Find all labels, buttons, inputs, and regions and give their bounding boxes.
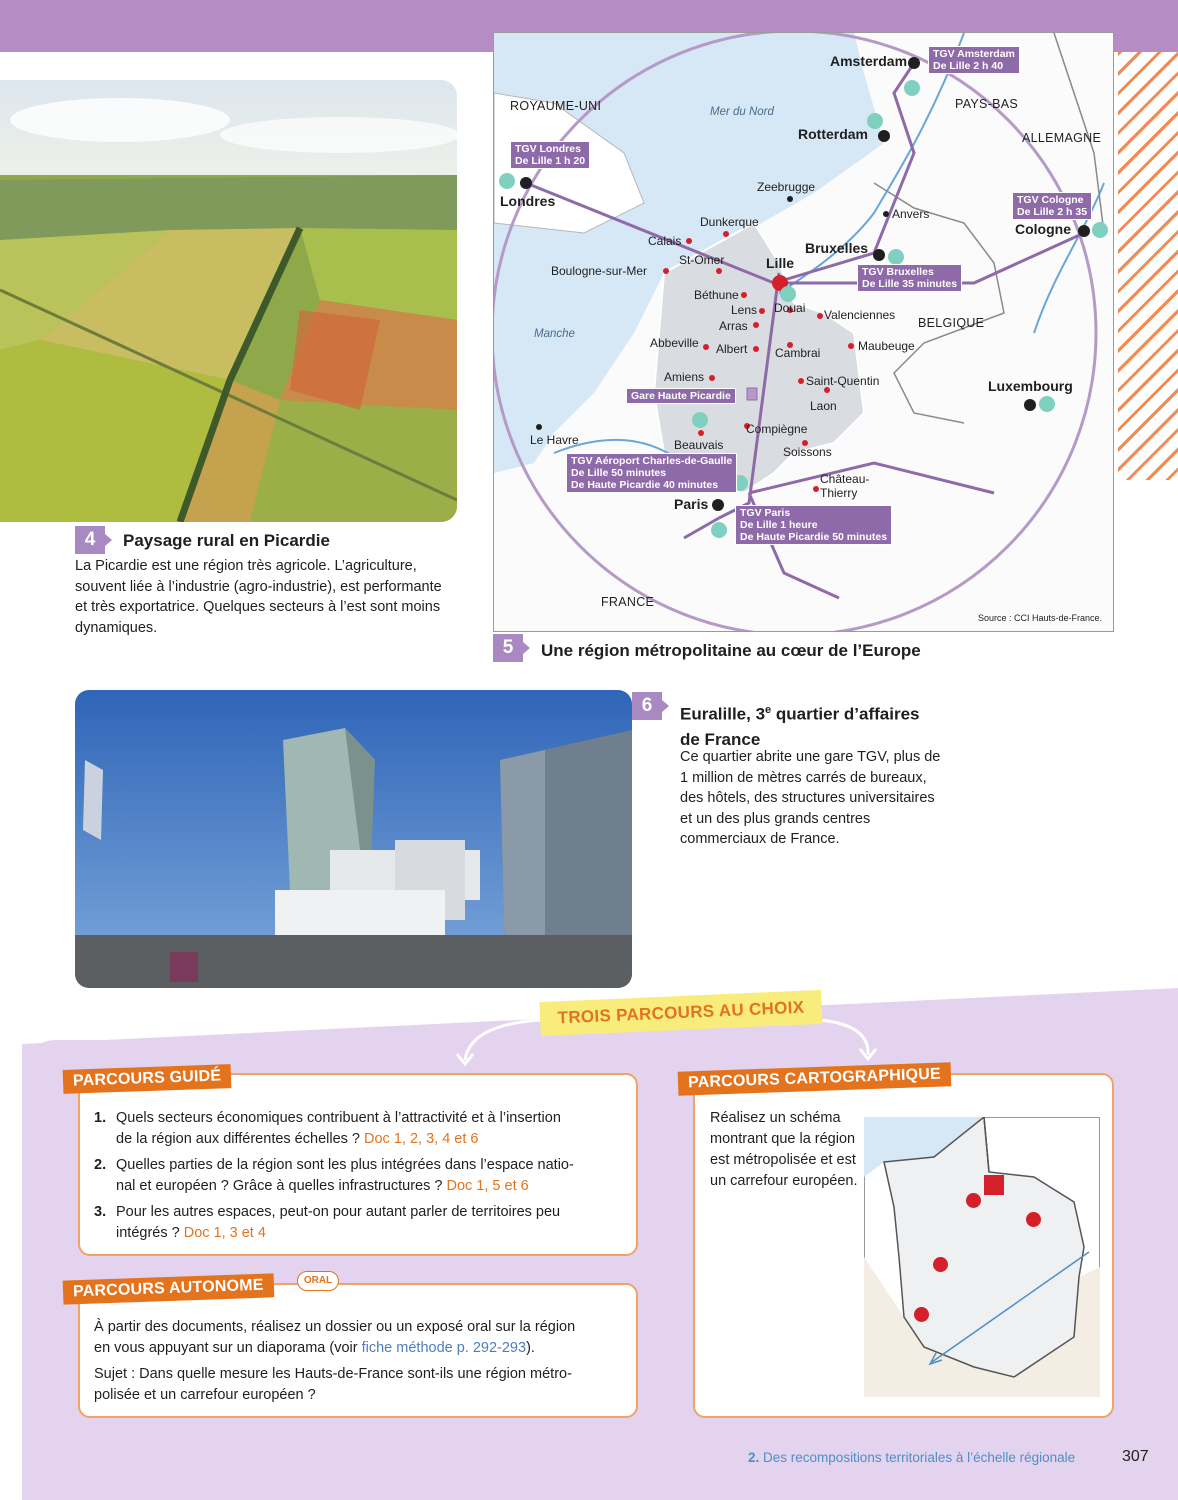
label-cologne: Cologne <box>1015 221 1071 237</box>
label-saint-quentin: Saint-Quentin <box>806 374 880 388</box>
label-abbeville: Abbeville <box>650 336 699 350</box>
tgv-londres-tag: TGV Londres De Lille 1 h 20 <box>510 141 590 169</box>
label-le-havre: Le Havre <box>530 433 579 447</box>
label-belgium: BELGIQUE <box>918 316 985 330</box>
label-valenciennes: Valenciennes <box>824 308 896 322</box>
doc5-title: Une région métropolitaine au cœur de l’Europe <box>541 641 921 660</box>
schema-city-marker <box>1026 1212 1041 1227</box>
question-2: 2. Quelles parties de la région sont les plus intégrées dans l’espace natio- nal et européen ? Grâce à quelles infrastructures ? Doc 1, 5 et 6 <box>94 1157 574 1194</box>
label-rotterdam: Rotterdam <box>798 126 869 142</box>
cartographic-path-label: PARCOURS CARTOGRAPHIQUE <box>678 1062 952 1096</box>
label-dunkerque: Dunkerque <box>700 215 759 229</box>
label-netherlands: PAYS-BAS <box>955 97 1019 111</box>
label-boulogne: Boulogne-sur-Mer <box>551 264 648 278</box>
question-3: 3. Pour les autres espaces, peut-on pour autant parler de territoires peu intégrés ? Doc 1, 3 et 4 <box>94 1204 561 1241</box>
decorative-hatching <box>1118 52 1178 480</box>
label-bruxelles: Bruxelles <box>805 240 869 256</box>
label-france: FRANCE <box>601 595 655 609</box>
label-compiegne: Compiègne <box>746 422 808 436</box>
label-chateau: Château- <box>820 472 870 486</box>
autonomous-instructions: À partir des documents, réalisez un dossier ou un exposé oral sur la région en vous appuyant sur un diaporama (voir fiche méthode p. 292-293). <box>94 1319 576 1356</box>
method-sheet-link[interactable]: fiche méthode p. 292-293 <box>361 1340 527 1356</box>
tgv-amsterdam-tag: TGV Amsterdam De Lille 2 h 40 <box>928 46 1020 74</box>
label-germany: ALLEMAGNE <box>1022 131 1102 145</box>
label-londres: Londres <box>500 193 556 209</box>
label-anvers: Anvers <box>892 207 930 221</box>
label-channel: Manche <box>534 328 575 340</box>
guided-path-label: PARCOURS GUIDÉ <box>63 1064 232 1094</box>
label-arras: Arras <box>719 319 748 333</box>
question-3-ref: Doc 1, 3 et 4 <box>183 1225 266 1241</box>
map-source: Source : CCI Hauts-de-France. <box>978 613 1103 623</box>
label-north-sea: Mer du Nord <box>710 106 774 118</box>
autonomous-subject: Sujet : Dans quelle mesure les Hauts-de-France sont-ils une région métro- polisée et un carrefour européen ? <box>94 1366 572 1403</box>
question-2-ref: Doc 1, 5 et 6 <box>446 1178 529 1194</box>
label-lille: Lille <box>766 255 795 271</box>
label-uk: ROYAUME-UNI <box>510 99 602 113</box>
doc4-title: Paysage rural en Picardie <box>123 531 330 550</box>
label-st-omer: St-Omer <box>679 253 725 267</box>
label-zeebrugge: Zeebrugge <box>757 180 816 194</box>
schema-lille-marker <box>984 1175 1004 1195</box>
tgv-cdg-tag: TGV Aéroport Charles-de-Gaulle De Lille 50 minutes De Haute Picardie 40 minutes <box>566 453 737 493</box>
label-cambrai: Cambrai <box>775 346 821 360</box>
europe-map <box>493 32 1114 632</box>
label-paris: Paris <box>674 496 709 512</box>
schema-city-marker <box>933 1257 948 1272</box>
gare-haute-picardie-tag: Gare Haute Picardie <box>626 388 736 404</box>
doc4-text: La Picardie est une région très agricole. L’agriculture, souvent liée à l’industrie (agro-industrie), est performante et très exportatrice. Quelques secteurs à l’est sont moins dynamiques. <box>75 558 442 636</box>
schema-basemap <box>864 1117 1100 1397</box>
doc6-title: Euralille, 3e quartier d’affaires de France <box>680 704 920 749</box>
label-beauvais: Beauvais <box>674 438 724 452</box>
label-thierry: Thierry <box>820 486 858 500</box>
label-calais: Calais <box>648 234 682 248</box>
cartographic-instructions: Réalisez un schéma montrant que la région est métropolisée et est un carrefour européen. <box>710 1110 858 1189</box>
label-soissons: Soissons <box>783 445 832 459</box>
label-maubeuge: Maubeuge <box>858 339 915 353</box>
doc5-number: 5 <box>493 634 523 662</box>
euralille-photo <box>75 690 632 988</box>
label-laon: Laon <box>810 399 837 413</box>
question-1: 1. Quels secteurs économiques contribuent à l’attractivité et à l’insertion de la région aux différentes échelles ? Doc 1, 2, 3, 4 et 6 <box>94 1110 561 1147</box>
label-albert: Albert <box>716 342 748 356</box>
schema-city-marker <box>914 1307 929 1322</box>
chapter-footer: 2. Des recompositions territoriales à l’échelle régionale <box>748 1450 1076 1465</box>
page-number: 307 <box>1122 1448 1149 1465</box>
label-amiens: Amiens <box>664 370 705 384</box>
label-amsterdam: Amsterdam <box>830 53 908 69</box>
question-1-ref: Doc 1, 2, 3, 4 et 6 <box>364 1131 479 1147</box>
doc4-number: 4 <box>75 526 105 554</box>
doc6-text: Ce quartier abrite une gare TGV, plus de 1 million de mètres carrés de bureaux, des hôtels, des structures universitaires et un des plus grands centres commerciaux de France. <box>680 749 941 847</box>
doc6-number: 6 <box>632 692 662 720</box>
label-bethune: Béthune <box>694 288 739 302</box>
autonomous-path-label: PARCOURS AUTONOME <box>63 1273 274 1304</box>
three-paths-banner: TROIS PARCOURS AU CHOIX <box>539 990 822 1036</box>
label-douai: Douai <box>774 301 806 315</box>
oral-badge: ORAL <box>297 1271 339 1291</box>
schema-city-marker <box>966 1193 981 1208</box>
picardie-landscape-photo <box>0 80 457 522</box>
tgv-paris-tag: TGV Paris De Lille 1 heure De Haute Picardie 50 minutes <box>735 505 892 545</box>
label-luxembourg: Luxembourg <box>988 378 1073 394</box>
tgv-cologne-tag: TGV Cologne De Lille 2 h 35 <box>1012 192 1092 220</box>
label-lens: Lens <box>731 303 758 317</box>
tgv-bruxelles-tag: TGV Bruxelles De Lille 35 minutes <box>857 264 962 292</box>
